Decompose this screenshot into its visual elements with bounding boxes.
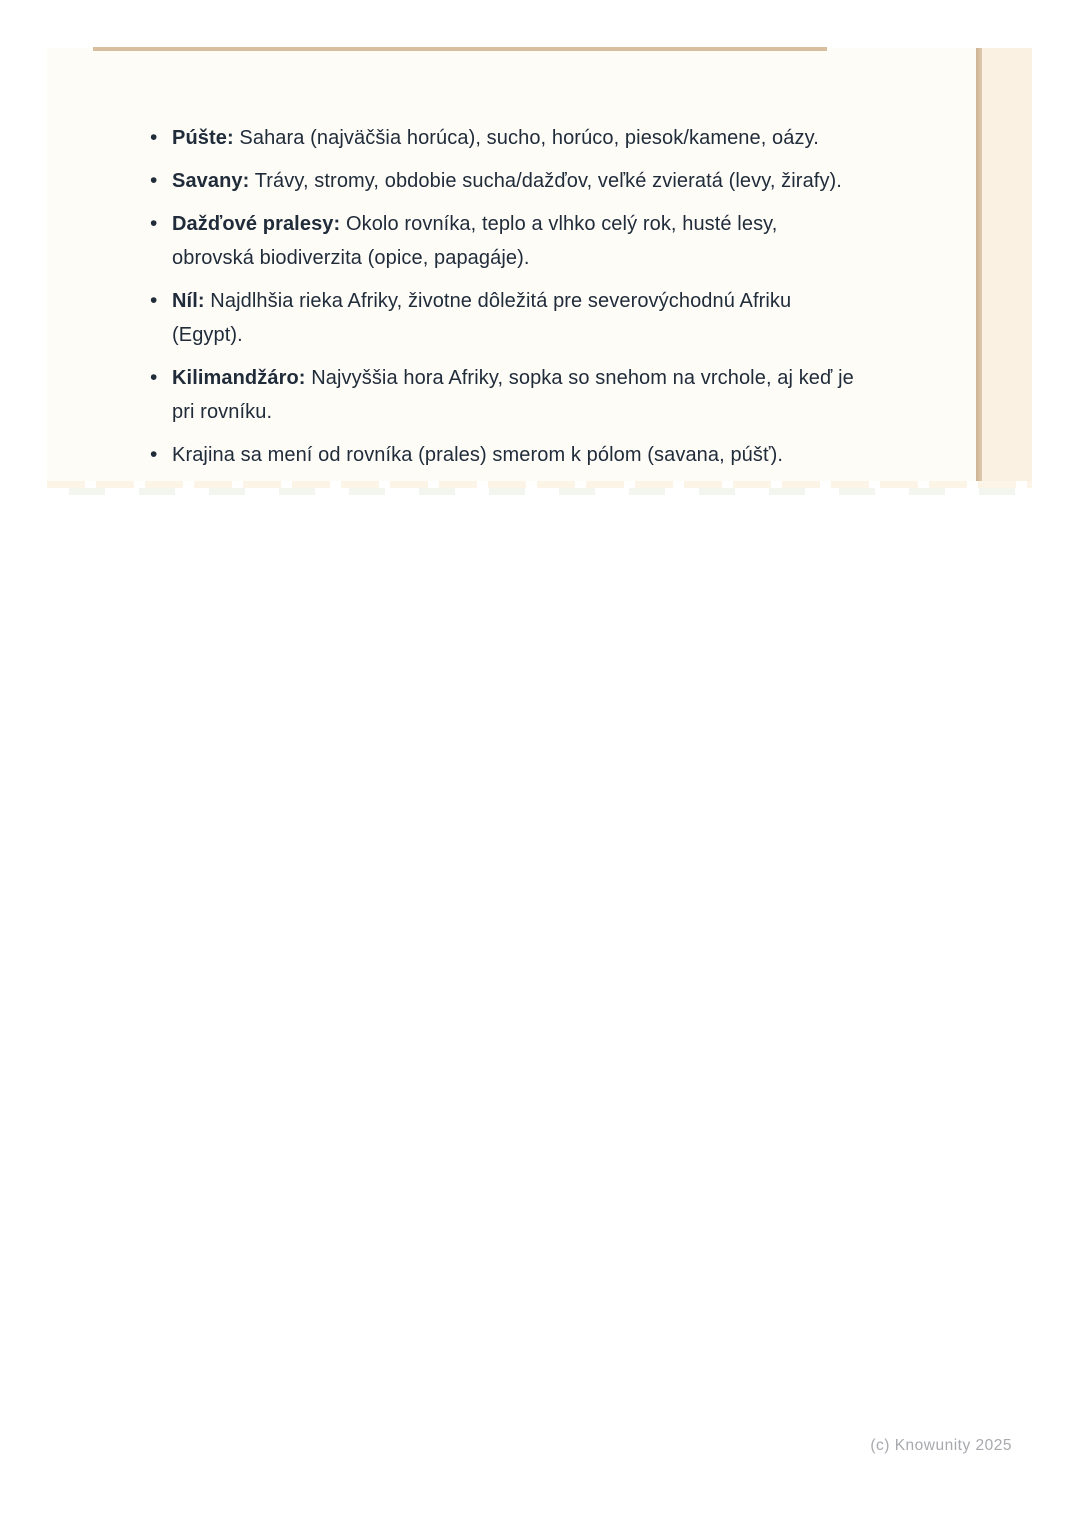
notes-content <box>143 121 859 472</box>
bullet-lead: Púšte: <box>172 127 234 149</box>
top-accent-rule <box>93 47 827 51</box>
list-item <box>143 361 859 429</box>
bullet-text: Trávy, stromy, obdobie sucha/dažďov, veľké zvieratá (levy, žirafy). <box>254 170 842 192</box>
bullet-lead: Níl: <box>172 290 205 312</box>
bullet-list <box>143 121 859 472</box>
notes-card-body <box>47 48 976 481</box>
bullet-lead: Kilimandžáro: <box>172 367 306 389</box>
torn-bottom-edge <box>47 481 1032 497</box>
side-column <box>982 48 1032 481</box>
list-item <box>143 284 859 352</box>
bullet-text: Najvyššia hora Afriky, sopka so snehom na vrchole, aj keď je pri rovníku. <box>172 367 854 423</box>
list-item <box>143 121 859 155</box>
bullet-text: Okolo rovníka, teplo a vlhko celý rok, husté lesy, obrovská biodiverzita (opice, papagáje). <box>172 213 778 269</box>
bullet-lead: Dažďové pralesy: <box>172 213 341 235</box>
list-item <box>143 164 859 198</box>
notes-card <box>47 48 1032 481</box>
copyright-text: (c) Knowunity 2025 <box>870 1437 1012 1454</box>
bullet-lead: Savany: <box>172 170 250 192</box>
bullet-text: Krajina sa mení od rovníka (prales) smerom k pólom (savana, púšť). <box>172 444 784 466</box>
torn-edge-row <box>47 481 1032 488</box>
list-item <box>143 438 859 472</box>
list-item <box>143 207 859 275</box>
bullet-text: Najdlhšia rieka Afriky, životne dôležitá pre severovýchodnú Afriku (Egypt). <box>172 290 792 346</box>
bullet-text: Sahara (najväčšia horúca), sucho, horúco, piesok/kamene, oázy. <box>239 127 819 149</box>
torn-edge-row <box>47 488 1032 495</box>
